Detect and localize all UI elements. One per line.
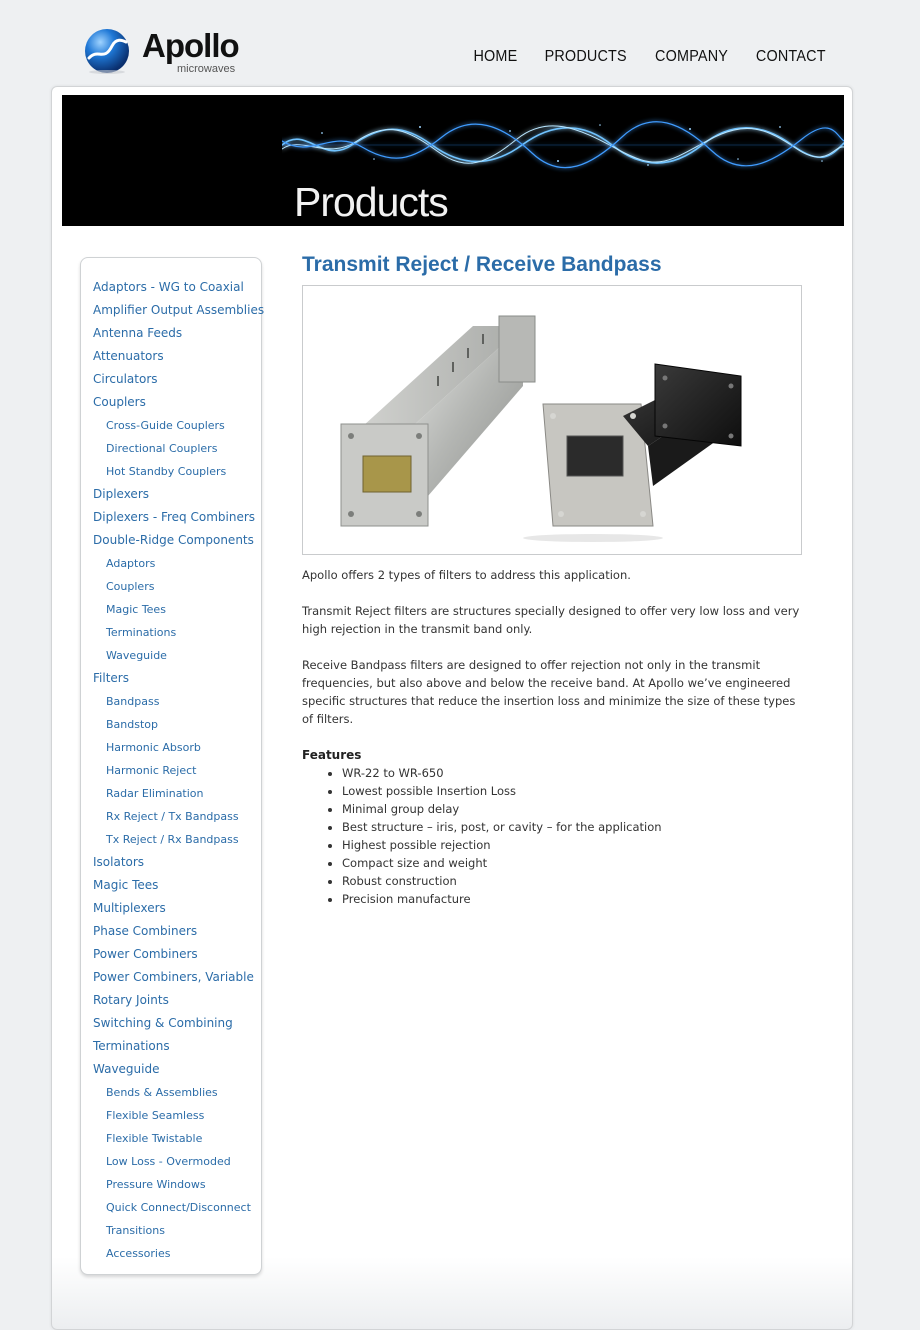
sidebar-subitem[interactable]: Adaptors <box>106 557 156 570</box>
globe-logo-icon <box>84 28 130 74</box>
sidebar-item[interactable]: Antenna Feeds <box>93 326 183 340</box>
sidebar-subitem[interactable]: Waveguide <box>106 649 167 662</box>
nav-company[interactable]: COMPANY <box>655 48 729 65</box>
sidebar-item[interactable]: Circulators <box>93 372 158 386</box>
feature-item: • WR-22 to WR-650 <box>342 764 802 782</box>
sidebar-item[interactable]: Isolators <box>93 855 145 869</box>
feature-item: • Compact size and weight <box>342 854 802 872</box>
sidebar-subitem[interactable]: Accessories <box>106 1247 171 1260</box>
sidebar-item[interactable]: Rotary Joints <box>93 993 169 1007</box>
sidebar-item[interactable]: Amplifier Output Assemblies <box>93 303 265 317</box>
sidebar-item[interactable]: Power Combiners <box>93 947 198 961</box>
wave-graphic-icon <box>282 115 844 175</box>
sidebar-item[interactable]: Attenuators <box>93 349 164 363</box>
feature-item: • Highest possible rejection <box>342 836 802 854</box>
sidebar-subitem[interactable]: Couplers <box>106 580 155 593</box>
sidebar-subitem[interactable]: Magic Tees <box>106 603 166 616</box>
sidebar-subitem[interactable]: Transitions <box>106 1224 165 1237</box>
logo-tagline: microwaves <box>177 63 236 75</box>
features-list <box>302 764 802 908</box>
sidebar-subitem[interactable]: Quick Connect/Disconnect <box>106 1201 251 1214</box>
sidebar-item[interactable]: Couplers <box>93 395 146 409</box>
sidebar-item[interactable]: Diplexers - Freq Combiners <box>93 510 256 524</box>
nav-home[interactable]: HOME <box>473 48 518 65</box>
feature-item: • Robust construction <box>342 872 802 890</box>
nav-contact[interactable]: CONTACT <box>756 48 827 65</box>
sidebar-subitem[interactable]: Tx Reject / Rx Bandpass <box>106 833 239 846</box>
sidebar-subitem[interactable]: Bandpass <box>106 695 160 708</box>
feature-item: • Lowest possible Insertion Loss <box>342 782 802 800</box>
sidebar-subitem[interactable]: Terminations <box>106 626 177 639</box>
sidebar-item[interactable]: Terminations <box>93 1039 170 1053</box>
sidebar-item[interactable]: Filters <box>93 671 129 685</box>
paragraph-receive-bandpass: Receive Bandpass filters are designed to offer rejection not only in the transmit frequencies, but also above and below the receive band. At Apollo we’ve engineered specific structures that reduce the insertion loss and minimize the size of these types of filters. <box>302 658 796 726</box>
sidebar-item[interactable]: Switching & Combining <box>93 1016 233 1030</box>
logo-name: Apollo <box>142 27 239 64</box>
sidebar-item[interactable]: Waveguide <box>93 1062 160 1076</box>
product-image <box>302 285 802 555</box>
sidebar-item[interactable]: Adaptors - WG to Coaxial <box>93 280 244 294</box>
sidebar-item[interactable]: Diplexers <box>93 487 149 501</box>
feature-item: • Precision manufacture <box>342 890 802 908</box>
sidebar-item[interactable]: Multiplexers <box>93 901 166 915</box>
sidebar-subitem[interactable]: Bandstop <box>106 718 158 731</box>
sidebar-subitem[interactable]: Flexible Twistable <box>106 1132 203 1145</box>
products-banner <box>62 95 844 226</box>
sidebar-subitem[interactable]: Pressure Windows <box>106 1178 206 1191</box>
features-heading: Features <box>302 748 362 762</box>
sidebar-subitem[interactable]: Radar Elimination <box>106 787 204 800</box>
sidebar-subitem[interactable]: Low Loss - Overmoded <box>106 1155 231 1168</box>
sidebar-subitem[interactable]: Hot Standby Couplers <box>106 465 227 478</box>
main-content <box>302 250 802 908</box>
site-header <box>0 0 920 90</box>
sidebar-item[interactable]: Magic Tees <box>93 878 159 892</box>
main-nav <box>471 48 830 66</box>
page-title: Transmit Reject / Receive Bandpass <box>302 253 662 276</box>
nav-products[interactable]: PRODUCTS <box>544 48 627 65</box>
sidebar-subitem[interactable]: Rx Reject / Tx Bandpass <box>106 810 239 823</box>
paragraph-transmit-reject: Transmit Reject filters are structures specially designed to offer very low loss and very high rejection in the transmit band only. <box>302 604 800 636</box>
banner-title: Products <box>294 179 448 225</box>
filter-product-photo-icon <box>303 286 801 554</box>
feature-item: • Minimal group delay <box>342 800 802 818</box>
sidebar-item[interactable]: Power Combiners, Variable <box>93 970 254 984</box>
paragraph-intro: Apollo offers 2 types of filters to address this application. <box>302 568 631 582</box>
category-list <box>81 258 265 1265</box>
product-category-sidebar <box>80 257 265 1275</box>
sidebar-item[interactable]: Double-Ridge Components <box>93 533 254 547</box>
page-frame <box>51 86 853 1330</box>
feature-item: • Best structure – iris, post, or cavity – for the application <box>342 818 802 836</box>
sidebar-subitem[interactable]: Cross-Guide Couplers <box>106 419 225 432</box>
sidebar-subitem[interactable]: Harmonic Reject <box>106 764 197 777</box>
sidebar-subitem[interactable]: Harmonic Absorb <box>106 741 201 754</box>
sidebar-subitem[interactable]: Flexible Seamless <box>106 1109 205 1122</box>
sidebar-subitem[interactable]: Bends & Assemblies <box>106 1086 218 1099</box>
sidebar-subitem[interactable]: Directional Couplers <box>106 442 218 455</box>
sidebar-item[interactable]: Phase Combiners <box>93 924 198 938</box>
apollo-logo[interactable] <box>84 28 254 78</box>
